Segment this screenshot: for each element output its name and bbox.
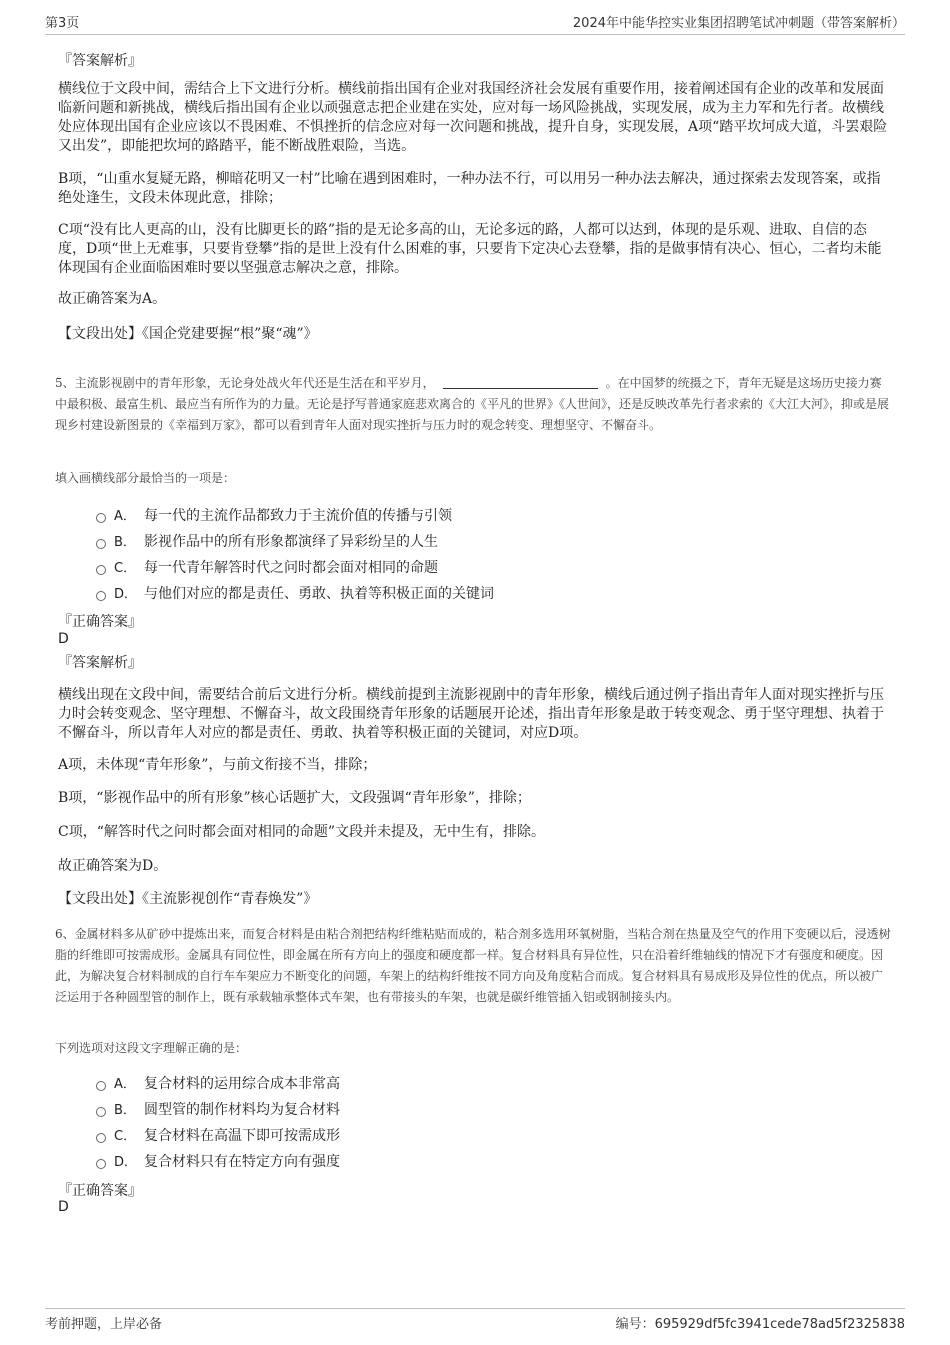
q5-analysis-conclusion: 故正确答案为D。 <box>58 858 168 874</box>
q4-analysis-p1: 横线位于文段中间，需结合上下文进行分析。横线前指出国有企业对我国经济社会发展有重要作用，接着阐述国有企业的改革和发展面临新问题和新挑战，横线后指出国有企业以顽强意志把企业建在实处，应对每一场风险挑战，实现发展，成为主力军和先行者。故横线处应体现出国有企业应该以不畏困难、不惧挫折的信念应对每一次问题和挑战，提升自身，实现发展，A项“踏平坎坷成大道，斗罢艰险又出发”，即能把坎坷的路踏平，能不断战胜艰险，当选。 <box>58 81 888 154</box>
q5-stem: 5、主流影视剧中的青年形象，无论身处战火年代还是生活在和平岁月， 。在中国梦的统摄之下，青年无疑是这场历史接力赛中最积极、最富生机、最应当有所作为的力量。无论是抒写普通家庭悲欢离合的《平凡的世界》《人世间》，还是反映改革先行者求索的《大江大河》，抑或是展现乡村建设新图景的《幸福到万家》，都可以看到青年人面对现实挫折与压力时的观念转变、理想坚守、不懈奋斗。 <box>55 376 890 432</box>
radio-icon[interactable] <box>96 1133 106 1143</box>
q6-option-a[interactable]: A． 复合材料的运用综合成本非常高 <box>96 1071 340 1097</box>
q4-analysis-conclusion: 故正确答案为A。 <box>58 291 167 307</box>
q5-option-a[interactable]: A． 每一代的主流作品都致力于主流价值的传播与引领 <box>96 503 494 529</box>
q5-option-d[interactable]: D． 与他们对应的都是责任、勇敢、执着等积极正面的关键词 <box>96 581 494 607</box>
q6-option-c[interactable]: C． 复合材料在高温下即可按需成形 <box>96 1123 340 1149</box>
document-id: 编号：695929df5fc3941cede78ad5f2325838 <box>615 1317 905 1332</box>
q5-answer-label: 『正确答案』 <box>58 614 142 630</box>
footer-slogan: 考前押题，上岸必备 <box>45 1317 163 1332</box>
q5-analysis-p1: 横线出现在文段中间，需要结合前后文进行分析。横线前提到主流影视剧中的青年形象，横线后通过例子指出青年人面对现实挫折与压力时会转变观念、坚守理想、不懈奋斗，故文段围绕青年形象的话题展开论述，指出青年形象是敢于转变观念、勇于坚守理想、执着于不懈奋斗，所以青年人对应的都是责任、勇敢、执着等积极正面的关键词，对应D项。 <box>58 687 884 741</box>
q6-answer-label: 『正确答案』 <box>58 1183 142 1199</box>
q6-option-b[interactable]: B． 圆型管的制作材料均为复合材料 <box>96 1097 340 1123</box>
q5-analysis-p3: B项，“影视作品中的所有形象”核心话题扩大，文段强调“青年形象”，排除； <box>58 790 531 806</box>
radio-icon[interactable] <box>96 1159 106 1169</box>
page-header <box>45 12 905 35</box>
q4-source: 【文段出处】《国企党建要握“根”聚“魂”》 <box>58 326 318 342</box>
page-footer <box>45 1308 905 1331</box>
page-number: 第3页 <box>45 16 80 31</box>
q5-option-b[interactable]: B． 影视作品中的所有形象都演绎了异彩纷呈的人生 <box>96 529 494 555</box>
q4-analysis-label: 『答案解析』 <box>58 53 142 69</box>
q5-options <box>96 503 494 607</box>
q5-option-c[interactable]: C． 每一代青年解答时代之问时都会面对相同的命题 <box>96 555 494 581</box>
q5-analysis-label: 『答案解析』 <box>58 655 142 671</box>
q5-answer: D <box>58 631 69 647</box>
q6-stem: 6、金属材料多从矿砂中提炼出来，而复合材料是由粘合剂把结构纤维粘贴而成的，粘合剂多选用环氧树脂，当粘合剂在热量及空气的作用下变硬以后，浸透树脂的纤维即可按需成形。金属具有同位性，即金属在所有方向上的强度和硬度都一样。复合材料具有异位性，只在沿着纤维轴线的情况下才有强度和硬度。因此，为解决复合材料制成的自行车车架应力不断变化的问题，车架上的结构纤维按不同方向及角度粘合而成。复合材料具有易成形及异位性的优点，所以被广泛运用于各种圆型管的制作上，既有承载轴承整体式车架，也有带接头的车架，也就是碳纤维管插入铝或钢制接头内。 <box>55 927 891 1004</box>
radio-icon[interactable] <box>96 513 106 523</box>
q5-analysis-p4: C项，“解答时代之问时都会面对相同的命题”文段并未提及，无中生有，排除。 <box>58 824 546 840</box>
q6-answer: D <box>58 1199 69 1215</box>
radio-icon[interactable] <box>96 1081 106 1091</box>
q5-analysis-p2: A项，未体现“青年形象”，与前文衔接不当，排除； <box>58 757 377 773</box>
radio-icon[interactable] <box>96 539 106 549</box>
q5-source: 【文段出处】《主流影视创作“青春焕发”》 <box>58 891 318 907</box>
q6-prompt: 下列选项对这段文字理解正确的是： <box>55 1041 248 1055</box>
q4-analysis-p3: C项“没有比人更高的山，没有比脚更长的路”指的是无论多高的山，无论多远的路，人都可以达到，体现的是乐观、进取、自信的态度，D项“世上无难事，只要肯登攀”指的是世上没有什么困难的事，只要肯下定决心去登攀，指的是做事情有决心、恒心，二者均未能体现国有企业面临困难时要以坚强意志解决之意，排除。 <box>58 222 882 276</box>
radio-icon[interactable] <box>96 1107 106 1117</box>
q4-analysis-p2: B项，“山重水复疑无路，柳暗花明又一村”比喻在遇到困难时，一种办法不行，可以用另一种办法去解决，通过探索去发现答案，或指绝处逢生，文段未体现此意，排除； <box>58 171 881 206</box>
radio-icon[interactable] <box>96 591 106 601</box>
q6-option-d[interactable]: D． 复合材料只有在特定方向有强度 <box>96 1149 340 1175</box>
radio-icon[interactable] <box>96 565 106 575</box>
q5-blank <box>443 374 598 389</box>
q5-prompt: 填入画横线部分最恰当的一项是： <box>55 471 236 485</box>
document-title: 2024年中能华控实业集团招聘笔试冲刺题（带答案解析） <box>572 16 905 31</box>
q6-options <box>96 1071 340 1175</box>
